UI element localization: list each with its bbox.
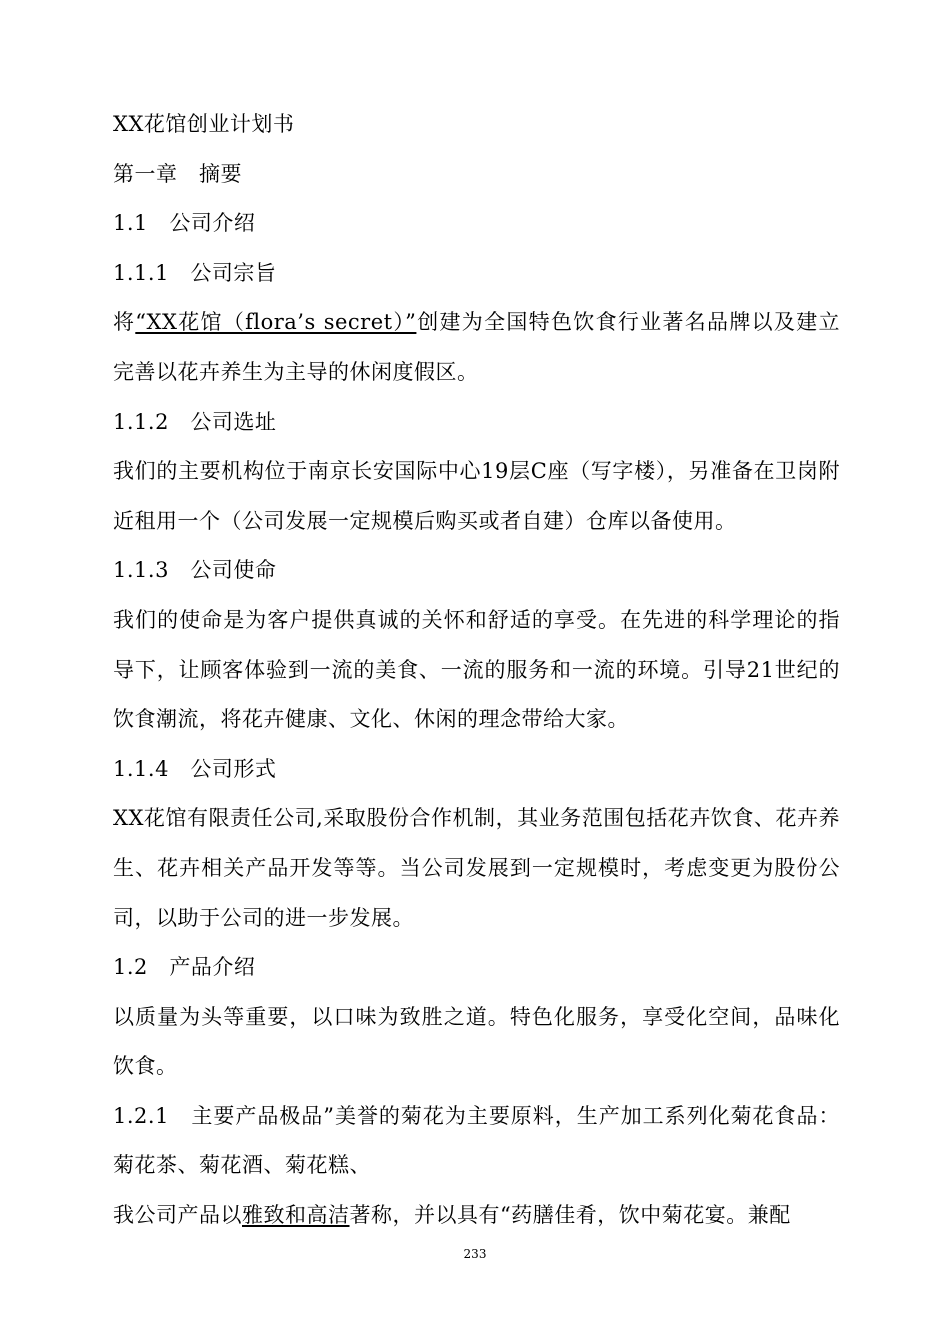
mission-prefix: 将 <box>113 310 136 335</box>
paragraph-company-form: XX花馆有限责任公司,采取股份合作机制，其业务范围包括花卉饮食、花卉养生、花卉相关产品开发等等。当公司发展到一定规模时，考虑变更为股份公司，以助于公司的进一步发展。 <box>113 806 840 930</box>
features-underlined: 雅致和高洁 <box>242 1203 350 1228</box>
paragraph-main-product: 1.2.1 主要产品极品”美誉的菊花为主要原料，生产加工系列化菊花食品：菊花茶、菊花酒、菊花糕、 <box>113 1103 840 1178</box>
section-heading-1-1-4: 1.1.4 公司形式 <box>113 756 277 781</box>
section-heading-1-1-1: 1.1.1 公司宗旨 <box>113 260 277 285</box>
brand-name-underlined: “XX花馆（flora’s secret）” <box>135 310 417 335</box>
features-prefix: 我公司产品以 <box>113 1203 242 1228</box>
paragraph-location: 我们的主要机构位于南京长安国际中心19层C座（写字楼），另准备在卫岗附近租用一个（公司发展一定规模后购买或者自建）仓库以备使用。 <box>113 459 840 533</box>
paragraph-purpose: 我们的使命是为客户提供真诚的关怀和舒适的享受。在先进的科学理论的指导下，让顾客体验到一流的美食、一流的服务和一流的环境。引导21世纪的饮食潮流，将花卉健康、文化、休闲的理念带给大家。 <box>113 607 840 732</box>
document-body <box>113 100 840 1241</box>
page-number: 233 <box>463 1247 487 1261</box>
paragraph-product-features <box>113 1191 840 1241</box>
paragraph-product: 以质量为头等重要，以口味为致胜之道。特色化服务，享受化空间，品味化饮食。 <box>113 1004 840 1079</box>
section-heading-1-2: 1.2 产品介绍 <box>113 955 256 980</box>
section-heading-1-1-3: 1.1.3 公司使命 <box>113 558 277 583</box>
section-heading-1-1-2: 1.1.2 公司选址 <box>113 409 277 434</box>
paragraph-mission <box>113 298 840 397</box>
chapter-heading: 第一章 摘要 <box>113 161 242 186</box>
section-heading-1-1: 1.1 公司介绍 <box>113 211 256 236</box>
mission-text: 创建为全国特色饮食行业著名品牌以及建立完善以花卉养生为主导的休闲度假区。 <box>113 310 841 384</box>
document-title: XX花馆创业计划书 <box>113 112 295 136</box>
features-text: 著称，并以具有“药膳佳肴，饮中菊花宴。兼配 <box>349 1203 791 1228</box>
